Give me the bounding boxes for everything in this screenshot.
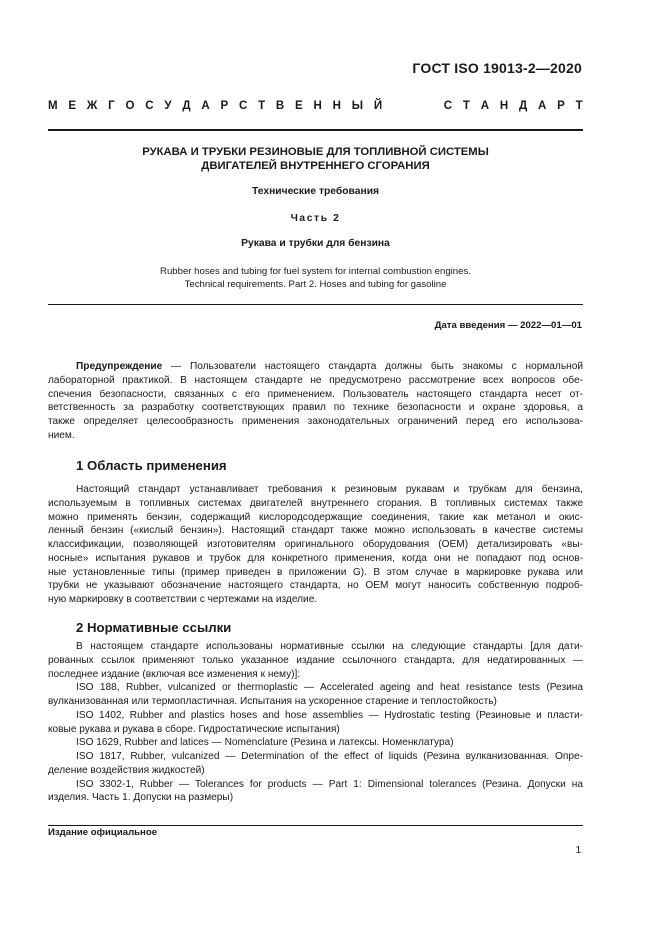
title-rule bbox=[48, 304, 583, 305]
reference-iso-1629: ISO 1629, Rubber and latices — Nomenclature (Резина и латексы. Номенклатура) bbox=[76, 737, 454, 749]
warning-label: Предупреждение bbox=[76, 361, 163, 372]
warning-line: ветственность за разработку соответствующих правил по технике безопасности и охране здоровья, а bbox=[48, 402, 583, 414]
interstate-letter: Н bbox=[332, 100, 341, 112]
page-number: 1 bbox=[575, 845, 581, 856]
section-1-line: используемым в топливных системах двигателей внутреннего сгорания. В топливных системах также bbox=[48, 497, 583, 509]
warning-line: нием. bbox=[48, 429, 75, 441]
section-1-line: ленный бензин («кислый бензин»). Настоящий стандарт также можно использовать в качестве системы bbox=[48, 525, 583, 537]
introduction-date: Дата введения — 2022—01—01 bbox=[434, 320, 582, 331]
interstate-letter: В bbox=[275, 100, 285, 112]
reference-iso-1817: ISO 1817, Rubber, vulcanized — Determination of the effect of liquids (Резина вулканизованная. Опре- bbox=[76, 751, 583, 762]
section-1-line: можно применять бензин, содержащий кислородсодержащие соединения, такие как метанол и окис- bbox=[48, 511, 583, 523]
section-1-line: Настоящий стандарт устанавливает требования к резиновым рукавам и трубкам для бензина, bbox=[76, 484, 583, 495]
interstate-letter: А bbox=[201, 100, 210, 112]
warning-paragraph bbox=[48, 360, 583, 443]
section-2-heading: 2 Нормативные ссылки bbox=[76, 620, 232, 635]
standard-letter: Н bbox=[499, 100, 509, 112]
section-1-line: носные» испытания рукавов и трубок для конкретного применения, когда они не попадают под основ- bbox=[48, 552, 583, 564]
requirements-subtitle: Технические требования bbox=[251, 186, 380, 197]
warning-line: спечения безопасности, связанных с его применением. Пользователь настоящего стандарта несет от- bbox=[48, 388, 583, 400]
section-2-line: последнее издание (включая все изменения к нему)]: bbox=[48, 668, 301, 680]
english-title-line-1: Rubber hoses and tubing for fuel system for internal combustion engines. bbox=[160, 266, 471, 277]
standard-number: ГОСТ ISO 19013-2—2020 bbox=[412, 60, 582, 76]
warning-line: лабораторной практикой. В настоящем стандарте не предусмотрено рассмотрение всех вопросов обе- bbox=[48, 374, 583, 386]
footer-rule bbox=[48, 825, 583, 826]
english-title-line-2: Technical requirements. Part 2. Hoses and tubing for gasoline bbox=[184, 279, 447, 290]
section-1-line: ные установленные типы (пример приведен в приложении G). В этом случае в маркировке рукава или bbox=[48, 566, 583, 578]
reference-iso-1402: ISO 1402, Rubber and plastics hoses and hose assemblies — Hydrostatic testing (Резиновые и пласти- bbox=[76, 709, 583, 721]
section-1-line: трубки не указывают обозначение настоящего стандарта, но OEM могут наносить собственную подроб- bbox=[48, 580, 583, 592]
standard-letter: А bbox=[537, 100, 547, 112]
document-title bbox=[48, 145, 583, 173]
interstate-letter: У bbox=[164, 100, 172, 112]
interstate-letter: Ы bbox=[351, 100, 364, 112]
reference-iso-188-cont: вулканизованная или термопластичная. Испытания на ускоренное старение и теплостойкость) bbox=[48, 696, 497, 707]
reference-iso-1402-cont: ковые рукава и рукава в сборе. Гидростатические испытания) bbox=[48, 723, 340, 735]
interstate-letter: С bbox=[145, 100, 154, 112]
section-2-line: рованных ссылок применяют только указанное издание ссылочного стандарта, для недатированных — bbox=[48, 654, 583, 666]
reference-iso-3302-1: ISO 3302-1, Rubber — Tolerances for products — Part 1: Dimensional tolerances (Резина. Допуски на bbox=[76, 778, 583, 790]
interstate-standard-banner bbox=[48, 100, 583, 112]
interstate-letter: Е bbox=[295, 100, 303, 112]
header-rule bbox=[48, 129, 583, 131]
section-1-heading: 1 Область применения bbox=[76, 458, 227, 473]
banner-gap bbox=[393, 100, 433, 112]
interstate-letter: Й bbox=[373, 100, 383, 112]
interstate-letter: Р bbox=[220, 100, 229, 112]
section-1-line: классификации, позволяющей изготовителям оригинального оборудования (OEM) детализировать «вы- bbox=[48, 539, 583, 550]
part-label: Часть 2 bbox=[290, 213, 341, 224]
warning-line: Предупреждение — Пользователи настоящего стандарта должны быть знакомы с нормальной bbox=[76, 361, 583, 372]
section-1-text bbox=[48, 483, 583, 607]
official-edition-label: Издание официальное bbox=[48, 827, 158, 838]
reference-iso-3302-1-cont: изделия. Часть 1. Допуски на размеры) bbox=[48, 792, 234, 804]
warning-line: также определяет целесообразность применения законодательных ограничений перед его использова- bbox=[48, 416, 583, 427]
interstate-letter: Д bbox=[182, 100, 191, 112]
title-line-2: ДВИГАТЕЛЕЙ ВНУТРЕННЕГО СГОРАНИЯ bbox=[201, 160, 430, 172]
interstate-letter: Е bbox=[68, 100, 77, 112]
interstate-letter: М bbox=[48, 100, 58, 112]
interstate-letter: О bbox=[125, 100, 135, 112]
part-title: Рукава и трубки для бензина bbox=[241, 238, 390, 249]
section-1-line: ную маркировку в соответствии с чертежами на изделие. bbox=[48, 594, 318, 605]
interstate-letter: С bbox=[238, 100, 248, 112]
section-2-line: В настоящем стандарте использованы нормативные ссылки на следующие стандарты [для дати- bbox=[76, 641, 583, 652]
title-line-1: РУКАВА И ТРУБКИ РЕЗИНОВЫЕ ДЛЯ ТОПЛИВНОЙ СИСТЕМЫ bbox=[142, 146, 489, 158]
interstate-letter: Н bbox=[313, 100, 322, 112]
standard-letter: Т bbox=[575, 100, 583, 112]
section-2-text bbox=[48, 640, 583, 805]
english-title bbox=[48, 265, 583, 291]
standard-letter: А bbox=[480, 100, 490, 112]
standard-letter: Т bbox=[462, 100, 470, 112]
standard-letter: Р bbox=[557, 100, 565, 112]
interstate-letter: Т bbox=[258, 100, 266, 112]
interstate-letter: Г bbox=[108, 100, 115, 112]
standard-letter: Д bbox=[518, 100, 528, 112]
reference-iso-1817-cont: деление воздействия жидкостей) bbox=[48, 764, 205, 776]
standard-letter: С bbox=[443, 100, 453, 112]
interstate-letter: Ж bbox=[86, 100, 98, 112]
reference-iso-188: ISO 188, Rubber, vulcanized or thermoplastic — Accelerated ageing and heat resistance tests (Резина bbox=[76, 682, 583, 694]
